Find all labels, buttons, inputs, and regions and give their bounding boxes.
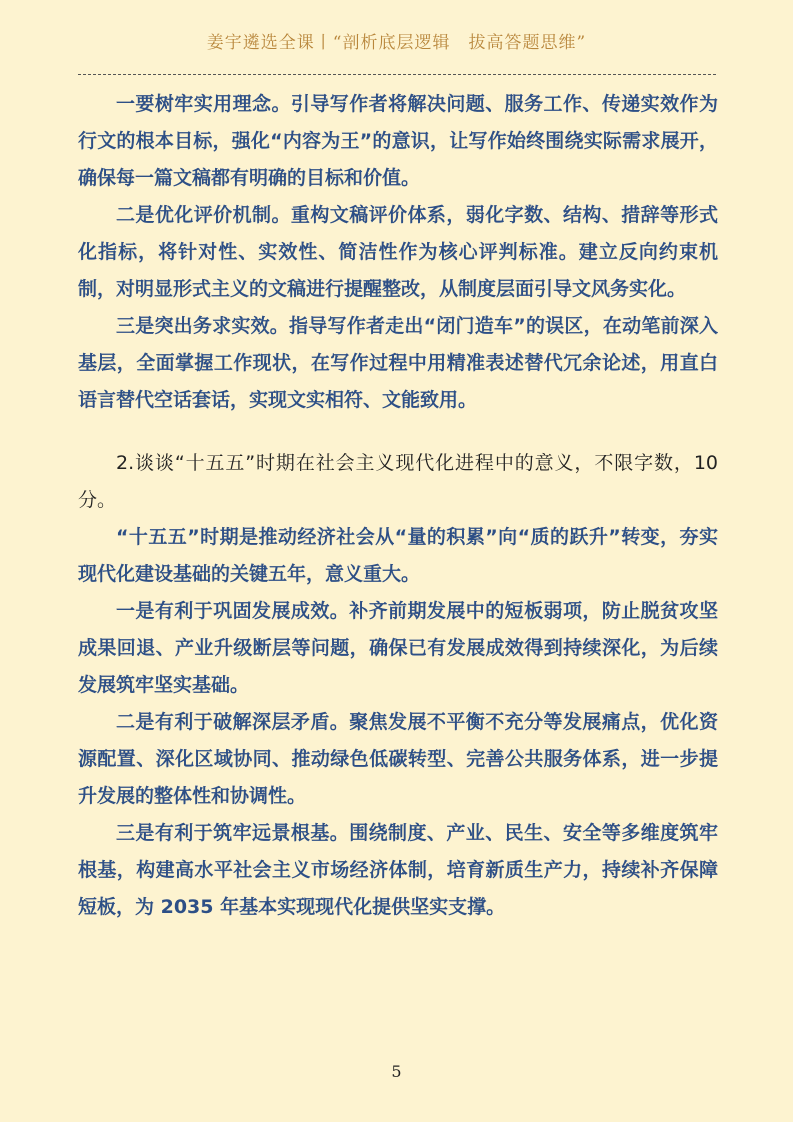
question-2-prompt: 2.谈谈“十五五”时期在社会主义现代化进程中的意义，不限字数，10 分。 [78,452,718,511]
header-divider [78,74,716,75]
answer-paragraph-3: 三是突出务求实效。指导写作者走出“闭门造车”的误区，在动笔前深入基层，全面掌握工作现状，在写作过程中用精准表述替代冗余论述，用直白语言替代空话套话，实现文实相符、文能致用。 [78,315,718,411]
question-2-point-1: 一是有利于巩固发展成效。补齐前期发展中的短板弱项，防止脱贫攻坚成果回退、产业升级断层等问题，确保已有发展成效得到持续深化，为后续发展筑牢坚实基础。 [78,600,718,696]
page-header: 姜宇遴选全课丨“剖析底层逻辑 拔高答题思维” [206,33,587,53]
question-2-intro: “十五五”时期是推动经济社会从“量的积累”向“质的跃升”转变，夯实现代化建设基础的关键五年，意义重大。 [78,526,718,585]
answer-paragraph-1: 一要树牢实用理念。引导写作者将解决问题、服务工作、传递实效作为行文的根本目标，强化“内容为王”的意识，让写作始终围绕实际需求展开，确保每一篇文稿都有明确的目标和价值。 [78,93,718,189]
page-number: 5 [391,1062,402,1081]
section-gap [78,419,718,445]
question-2-point-3: 三是有利于筑牢远景根基。围绕制度、产业、民生、安全等多维度筑牢根基，构建高水平社会主义市场经济体制，培育新质生产力，持续补齐保障短板，为 2035 年基本实现现代化提供坚实支撑。 [78,822,718,918]
page-body [78,86,718,926]
answer-paragraph-2: 二是优化评价机制。重构文稿评价体系，弱化字数、结构、措辞等形式化指标，将针对性、实效性、简洁性作为核心评判标准。建立反向约束机制，对明显形式主义的文稿进行提醒整改，从制度层面引导文风务实化。 [78,204,718,300]
question-2-point-2: 二是有利于破解深层矛盾。聚焦发展不平衡不充分等发展痛点，优化资源配置、深化区域协同、推动绿色低碳转型、完善公共服务体系，进一步提升发展的整体性和协调性。 [78,711,718,807]
